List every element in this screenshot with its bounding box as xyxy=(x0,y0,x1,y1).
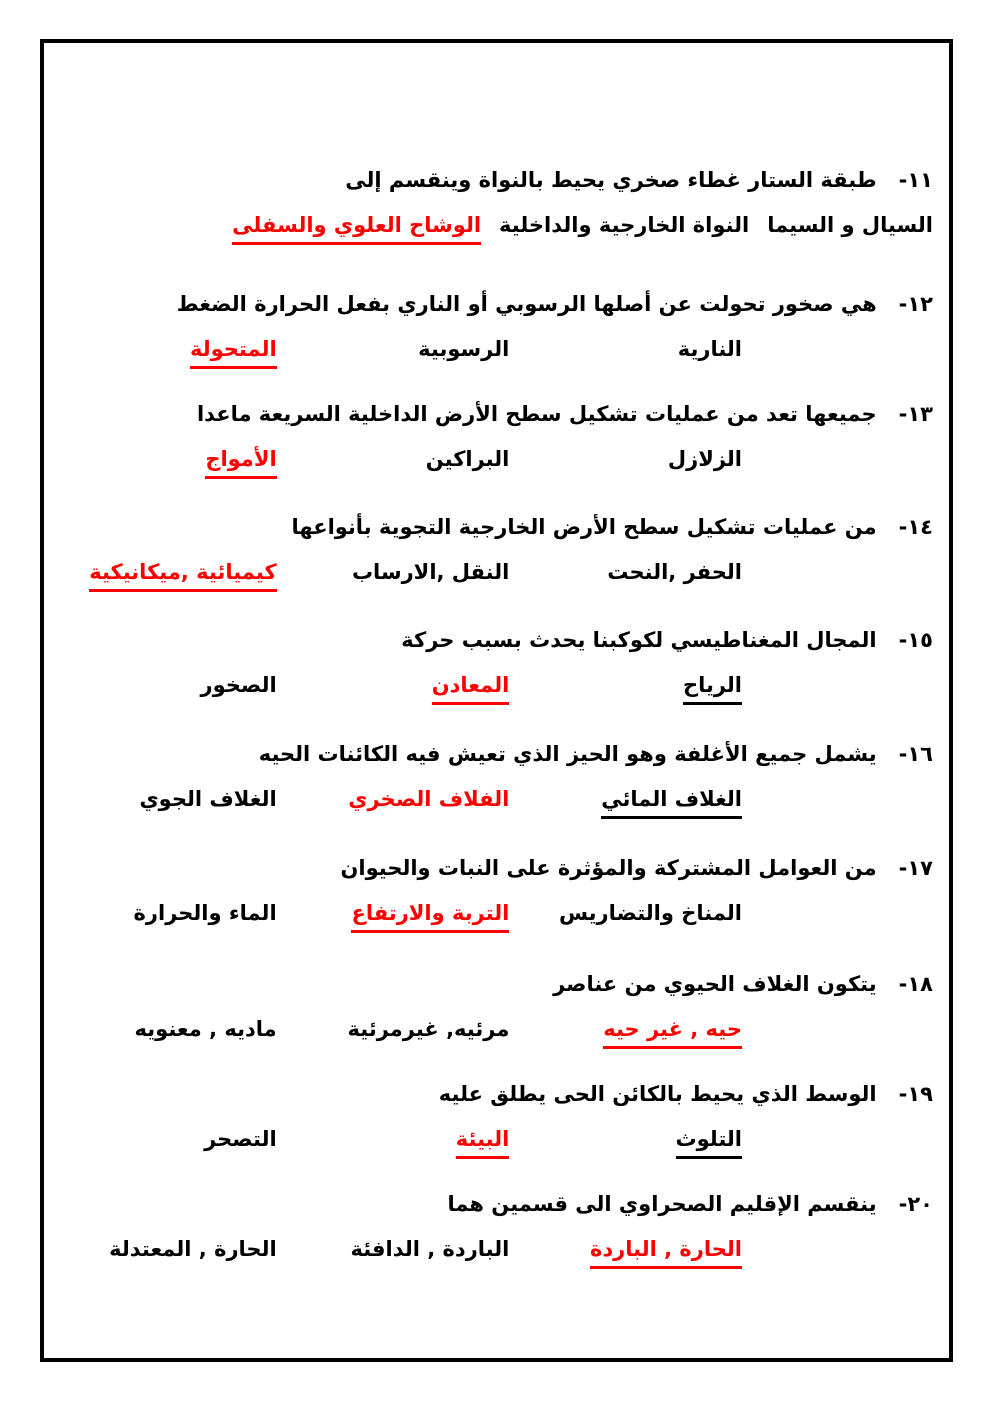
correct-answer-label: المتحولة xyxy=(190,334,277,369)
question-number: ١٧- xyxy=(898,856,933,880)
q18-option-1-correct xyxy=(509,1014,742,1049)
question-text: يشمل جميع الأغلفة وهو الحيز الذي تعيش فيه الكائنات الحيه xyxy=(258,742,877,766)
q15-option-3 xyxy=(44,670,277,705)
question-number: ١٦- xyxy=(898,742,933,766)
question-14-line xyxy=(44,512,949,542)
q20-option-2 xyxy=(277,1234,510,1269)
option-label: الرياح xyxy=(683,670,742,705)
question-15-options xyxy=(44,670,949,705)
option-label: النقل ,الارساب xyxy=(351,560,510,584)
correct-answer-label: الوشاح العلوي والسفلى xyxy=(232,210,481,245)
question-text: من العوامل المشتركة والمؤثرة على النبات والحيوان xyxy=(340,856,877,880)
option-label: البراكين xyxy=(425,447,510,471)
option-label: الحفر ,النحت xyxy=(607,560,742,584)
question-15-line xyxy=(44,625,949,655)
question-17-line xyxy=(44,853,949,883)
question-16-line xyxy=(44,739,949,769)
correct-answer-label: كيميائية ,ميكانيكية xyxy=(89,557,276,592)
correct-answer-label: الحارة , الباردة xyxy=(590,1234,742,1269)
q11-option-3-correct xyxy=(232,210,481,245)
question-number: ١٢- xyxy=(898,292,933,316)
question-13 xyxy=(44,399,949,479)
option-label: الماء والحرارة xyxy=(133,901,277,925)
question-12-line xyxy=(44,289,949,319)
question-20-options xyxy=(44,1234,949,1269)
question-number: ٢٠- xyxy=(898,1192,933,1216)
q15-option-2-correct xyxy=(277,670,510,705)
question-11-options xyxy=(44,210,949,245)
q16-option-1-underlined xyxy=(509,784,742,819)
q18-option-2 xyxy=(277,1014,510,1049)
question-12-options xyxy=(44,334,949,369)
option-label: الزلازل xyxy=(667,447,742,471)
q19-option-2-correct xyxy=(277,1124,510,1159)
q16-option-3 xyxy=(44,784,277,819)
question-text: الوسط الذي يحيط بالكائن الحى يطلق عليه xyxy=(438,1082,877,1106)
q12-option-1 xyxy=(509,334,742,369)
q11-option-2 xyxy=(499,210,749,245)
question-11-line xyxy=(44,165,949,195)
question-text: طبقة الستار غطاء صخري يحيط بالنواة وينقسم إلى xyxy=(345,168,877,192)
question-text: هي صخور تحولت عن أصلها الرسوبي أو الناري بفعل الحرارة الضغط xyxy=(176,292,877,316)
question-14 xyxy=(44,512,949,592)
question-11 xyxy=(44,165,949,245)
question-19-options xyxy=(44,1124,949,1159)
question-18-options xyxy=(44,1014,949,1049)
question-19-line xyxy=(44,1079,949,1109)
question-number: ١٥- xyxy=(898,628,933,652)
q12-option-2 xyxy=(277,334,510,369)
q14-option-2 xyxy=(277,557,510,592)
correct-answer-label: الأمواج xyxy=(205,444,276,479)
question-number: ١٨- xyxy=(898,972,933,996)
question-number: ١٣- xyxy=(898,402,933,426)
question-16-options xyxy=(44,784,949,819)
correct-answer-label: الفلاف الصخري xyxy=(348,787,510,811)
question-18 xyxy=(44,969,949,1049)
q13-option-2 xyxy=(277,444,510,479)
q19-option-1-underlined xyxy=(509,1124,742,1159)
q17-option-1 xyxy=(509,898,742,933)
question-13-line xyxy=(44,399,949,429)
question-17 xyxy=(44,853,949,933)
option-label: الحارة , المعتدلة xyxy=(109,1237,277,1261)
question-20 xyxy=(44,1189,949,1269)
question-text: من عمليات تشكيل سطح الأرض الخارجية التجوية بأنواعها xyxy=(291,515,877,539)
q13-option-3-correct xyxy=(44,444,277,479)
option-label: الغلاف الجوي xyxy=(139,787,277,811)
option-label: المناخ والتضاريس xyxy=(558,901,742,925)
option-label: الصخور xyxy=(200,673,277,697)
question-14-options xyxy=(44,557,949,592)
correct-answer-label: البيئة xyxy=(456,1124,510,1159)
option-label: السيال و السيما xyxy=(767,213,933,237)
question-text: المجال المغناطيسي لكوكبنا يحدث بسبب حركة xyxy=(401,628,877,652)
q17-option-2-correct xyxy=(277,898,510,933)
correct-answer-label: حيه , غير حيه xyxy=(603,1014,742,1049)
q20-option-1-correct xyxy=(509,1234,742,1269)
q16-option-2-correct xyxy=(277,784,510,819)
question-12 xyxy=(44,289,949,369)
q13-option-1 xyxy=(509,444,742,479)
option-label: النواة الخارجية والداخلية xyxy=(499,213,750,237)
q14-option-1 xyxy=(509,557,742,592)
question-text: جميعها تعد من عمليات تشكيل سطح الأرض الداخلية السريعة ماعدا xyxy=(196,402,877,426)
q12-option-3-correct xyxy=(44,334,277,369)
question-15 xyxy=(44,625,949,705)
q11-option-1 xyxy=(767,210,933,245)
question-18-line xyxy=(44,969,949,999)
question-16 xyxy=(44,739,949,819)
question-13-options xyxy=(44,444,949,479)
q17-option-3 xyxy=(44,898,277,933)
option-label: الغلاف المائي xyxy=(601,784,742,819)
q19-option-3 xyxy=(44,1124,277,1159)
option-label: النارية xyxy=(677,337,742,361)
question-number: ١٤- xyxy=(898,515,933,539)
option-label: الرسوبية xyxy=(418,337,510,361)
q14-option-3-correct xyxy=(44,557,277,592)
correct-answer-label: التربة والارتفاع xyxy=(351,898,509,933)
question-number: ١٩- xyxy=(898,1082,933,1106)
question-19 xyxy=(44,1079,949,1159)
option-label: التصحر xyxy=(204,1127,277,1151)
q18-option-3 xyxy=(44,1014,277,1049)
option-label: مرئيه, غيرمرئية xyxy=(347,1017,510,1041)
question-17-options xyxy=(44,898,949,933)
q20-option-3 xyxy=(44,1234,277,1269)
q15-option-1-underlined xyxy=(509,670,742,705)
question-text: ينقسم الإقليم الصحراوي الى قسمين هما xyxy=(447,1192,877,1216)
option-label: الباردة , الدافئة xyxy=(350,1237,510,1261)
question-text: يتكون الغلاف الحيوي من عناصر xyxy=(553,972,877,996)
option-label: ماديه , معنويه xyxy=(134,1017,277,1041)
option-label: التلوث xyxy=(676,1124,743,1159)
correct-answer-label: المعادن xyxy=(432,670,510,705)
question-20-line xyxy=(44,1189,949,1219)
question-number: ١١- xyxy=(898,168,933,192)
